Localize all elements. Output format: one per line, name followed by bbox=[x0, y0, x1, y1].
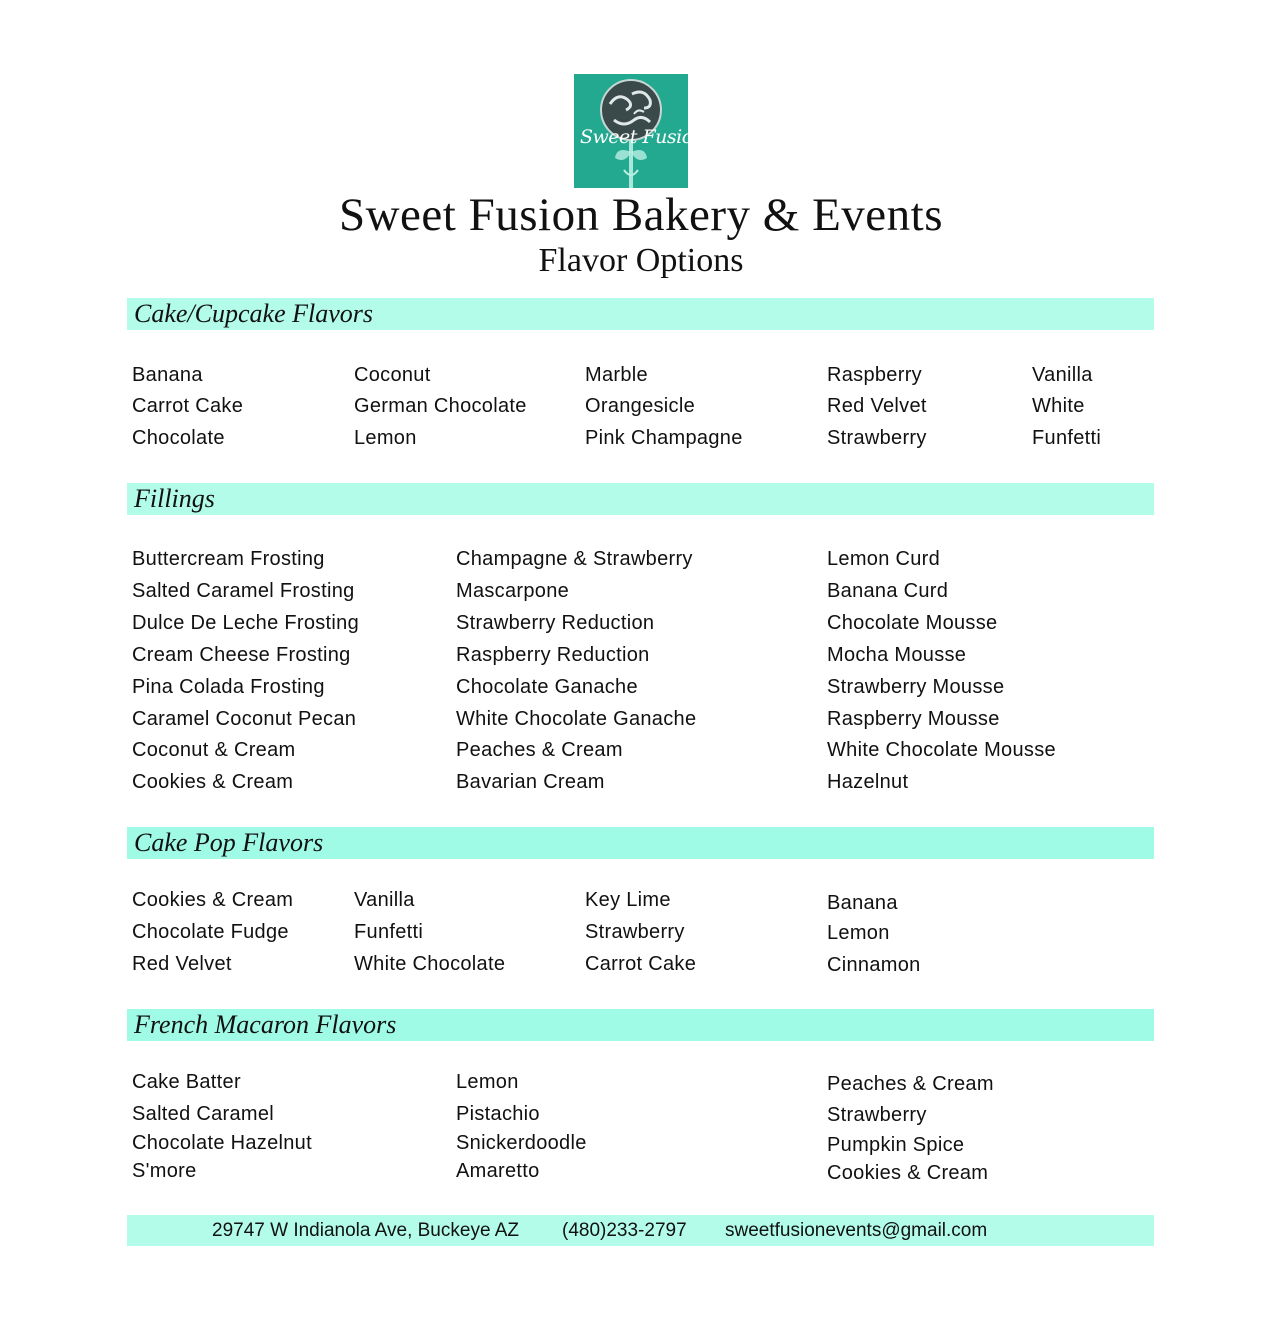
list-item: Strawberry bbox=[827, 1104, 927, 1126]
list-item: Chocolate Fudge bbox=[132, 921, 289, 943]
section-header-cake bbox=[127, 298, 1154, 330]
list-item: Strawberry Mousse bbox=[827, 676, 1005, 698]
list-item: Vanilla bbox=[1032, 364, 1093, 386]
list-item: Red Velvet bbox=[132, 953, 232, 975]
list-item: Caramel Coconut Pecan bbox=[132, 708, 357, 730]
list-item: Cake Batter bbox=[132, 1071, 241, 1093]
section-title: Cake Pop Flavors bbox=[134, 828, 324, 857]
list-item: Salted Caramel Frosting bbox=[132, 580, 355, 602]
list-item: Mocha Mousse bbox=[827, 644, 967, 666]
list-item: Banana bbox=[132, 364, 203, 386]
list-item: White bbox=[1032, 395, 1085, 417]
list-item: Dulce De Leche Frosting bbox=[132, 612, 360, 634]
list-item: Chocolate bbox=[132, 427, 225, 449]
list-item: Raspberry Reduction bbox=[456, 644, 650, 666]
list-item: Key Lime bbox=[585, 889, 671, 911]
list-item: Raspberry bbox=[827, 364, 922, 386]
section-title: French Macaron Flavors bbox=[134, 1010, 397, 1039]
section-header-cakepop bbox=[127, 827, 1154, 859]
footer-phone: (480)233-2797 bbox=[562, 1220, 687, 1241]
section-title: Fillings bbox=[134, 484, 215, 513]
list-item: Cookies & Cream bbox=[132, 771, 294, 793]
footer-email: sweetfusionevents@gmail.com bbox=[725, 1220, 988, 1241]
list-item: Pistachio bbox=[456, 1103, 540, 1125]
list-item: Salted Caramel bbox=[132, 1103, 275, 1125]
list-item: Pumpkin Spice bbox=[827, 1134, 965, 1156]
logo bbox=[574, 74, 705, 188]
list-item: Hazelnut bbox=[827, 771, 909, 793]
list-item: Lemon Curd bbox=[827, 548, 941, 570]
list-item: German Chocolate bbox=[354, 395, 527, 417]
list-item: Carrot Cake bbox=[585, 953, 697, 975]
list-item: White Chocolate Ganache bbox=[456, 708, 697, 730]
list-item: Cinnamon bbox=[827, 954, 921, 976]
list-item: Carrot Cake bbox=[132, 395, 244, 417]
list-item: Bavarian Cream bbox=[456, 771, 605, 793]
section-title: Cake/Cupcake Flavors bbox=[134, 299, 373, 328]
list-item: Funfetti bbox=[354, 921, 424, 943]
list-item: Cream Cheese Frosting bbox=[132, 644, 351, 666]
footer-address: 29747 W Indianola Ave, Buckeye AZ bbox=[212, 1220, 520, 1241]
list-item: Orangesicle bbox=[585, 395, 696, 417]
list-item: Peaches & Cream bbox=[827, 1073, 994, 1095]
list-item: Cookies & Cream bbox=[827, 1162, 989, 1184]
list-item: Peaches & Cream bbox=[456, 739, 623, 761]
list-item: Chocolate Mousse bbox=[827, 612, 998, 634]
list-item: Strawberry Reduction bbox=[456, 612, 655, 634]
list-item: Marble bbox=[585, 364, 648, 386]
list-item: Vanilla bbox=[354, 889, 415, 911]
list-item: Pina Colada Frosting bbox=[132, 676, 325, 698]
list-item: Raspberry Mousse bbox=[827, 708, 1000, 730]
list-item: Coconut bbox=[354, 364, 431, 386]
list-item: Lemon bbox=[456, 1071, 519, 1093]
footer-contact-bar bbox=[127, 1215, 1154, 1246]
list-item: Banana bbox=[827, 892, 898, 914]
list-item: Strawberry bbox=[585, 921, 685, 943]
list-item: Buttercream Frosting bbox=[132, 548, 325, 570]
page-title: Sweet Fusion Bakery & Events bbox=[338, 189, 944, 241]
list-item: Amaretto bbox=[456, 1160, 540, 1182]
list-item: Strawberry bbox=[827, 427, 927, 449]
section-header-macaron bbox=[127, 1009, 1154, 1041]
list-item: White Chocolate Mousse bbox=[827, 739, 1056, 761]
list-item: Lemon bbox=[354, 427, 417, 449]
list-item: Chocolate Ganache bbox=[456, 676, 638, 698]
list-item: White Chocolate bbox=[354, 953, 506, 975]
list-item: Mascarpone bbox=[456, 580, 570, 602]
list-item: Lemon bbox=[827, 922, 890, 944]
list-item: Chocolate Hazelnut bbox=[132, 1132, 312, 1154]
list-item: S'more bbox=[132, 1160, 197, 1182]
list-item: Pink Champagne bbox=[585, 427, 743, 449]
list-item: Red Velvet bbox=[827, 395, 927, 417]
list-item: Snickerdoodle bbox=[456, 1132, 587, 1154]
list-item: Cookies & Cream bbox=[132, 889, 294, 911]
list-item: Champagne & Strawberry bbox=[456, 548, 693, 570]
list-item: Coconut & Cream bbox=[132, 739, 296, 761]
list-item: Funfetti bbox=[1032, 427, 1102, 449]
logo-text: Sweet Fusion bbox=[580, 126, 705, 148]
list-item: Banana Curd bbox=[827, 580, 949, 602]
section-header-fillings bbox=[127, 483, 1154, 515]
page-subtitle: Flavor Options bbox=[538, 242, 744, 279]
